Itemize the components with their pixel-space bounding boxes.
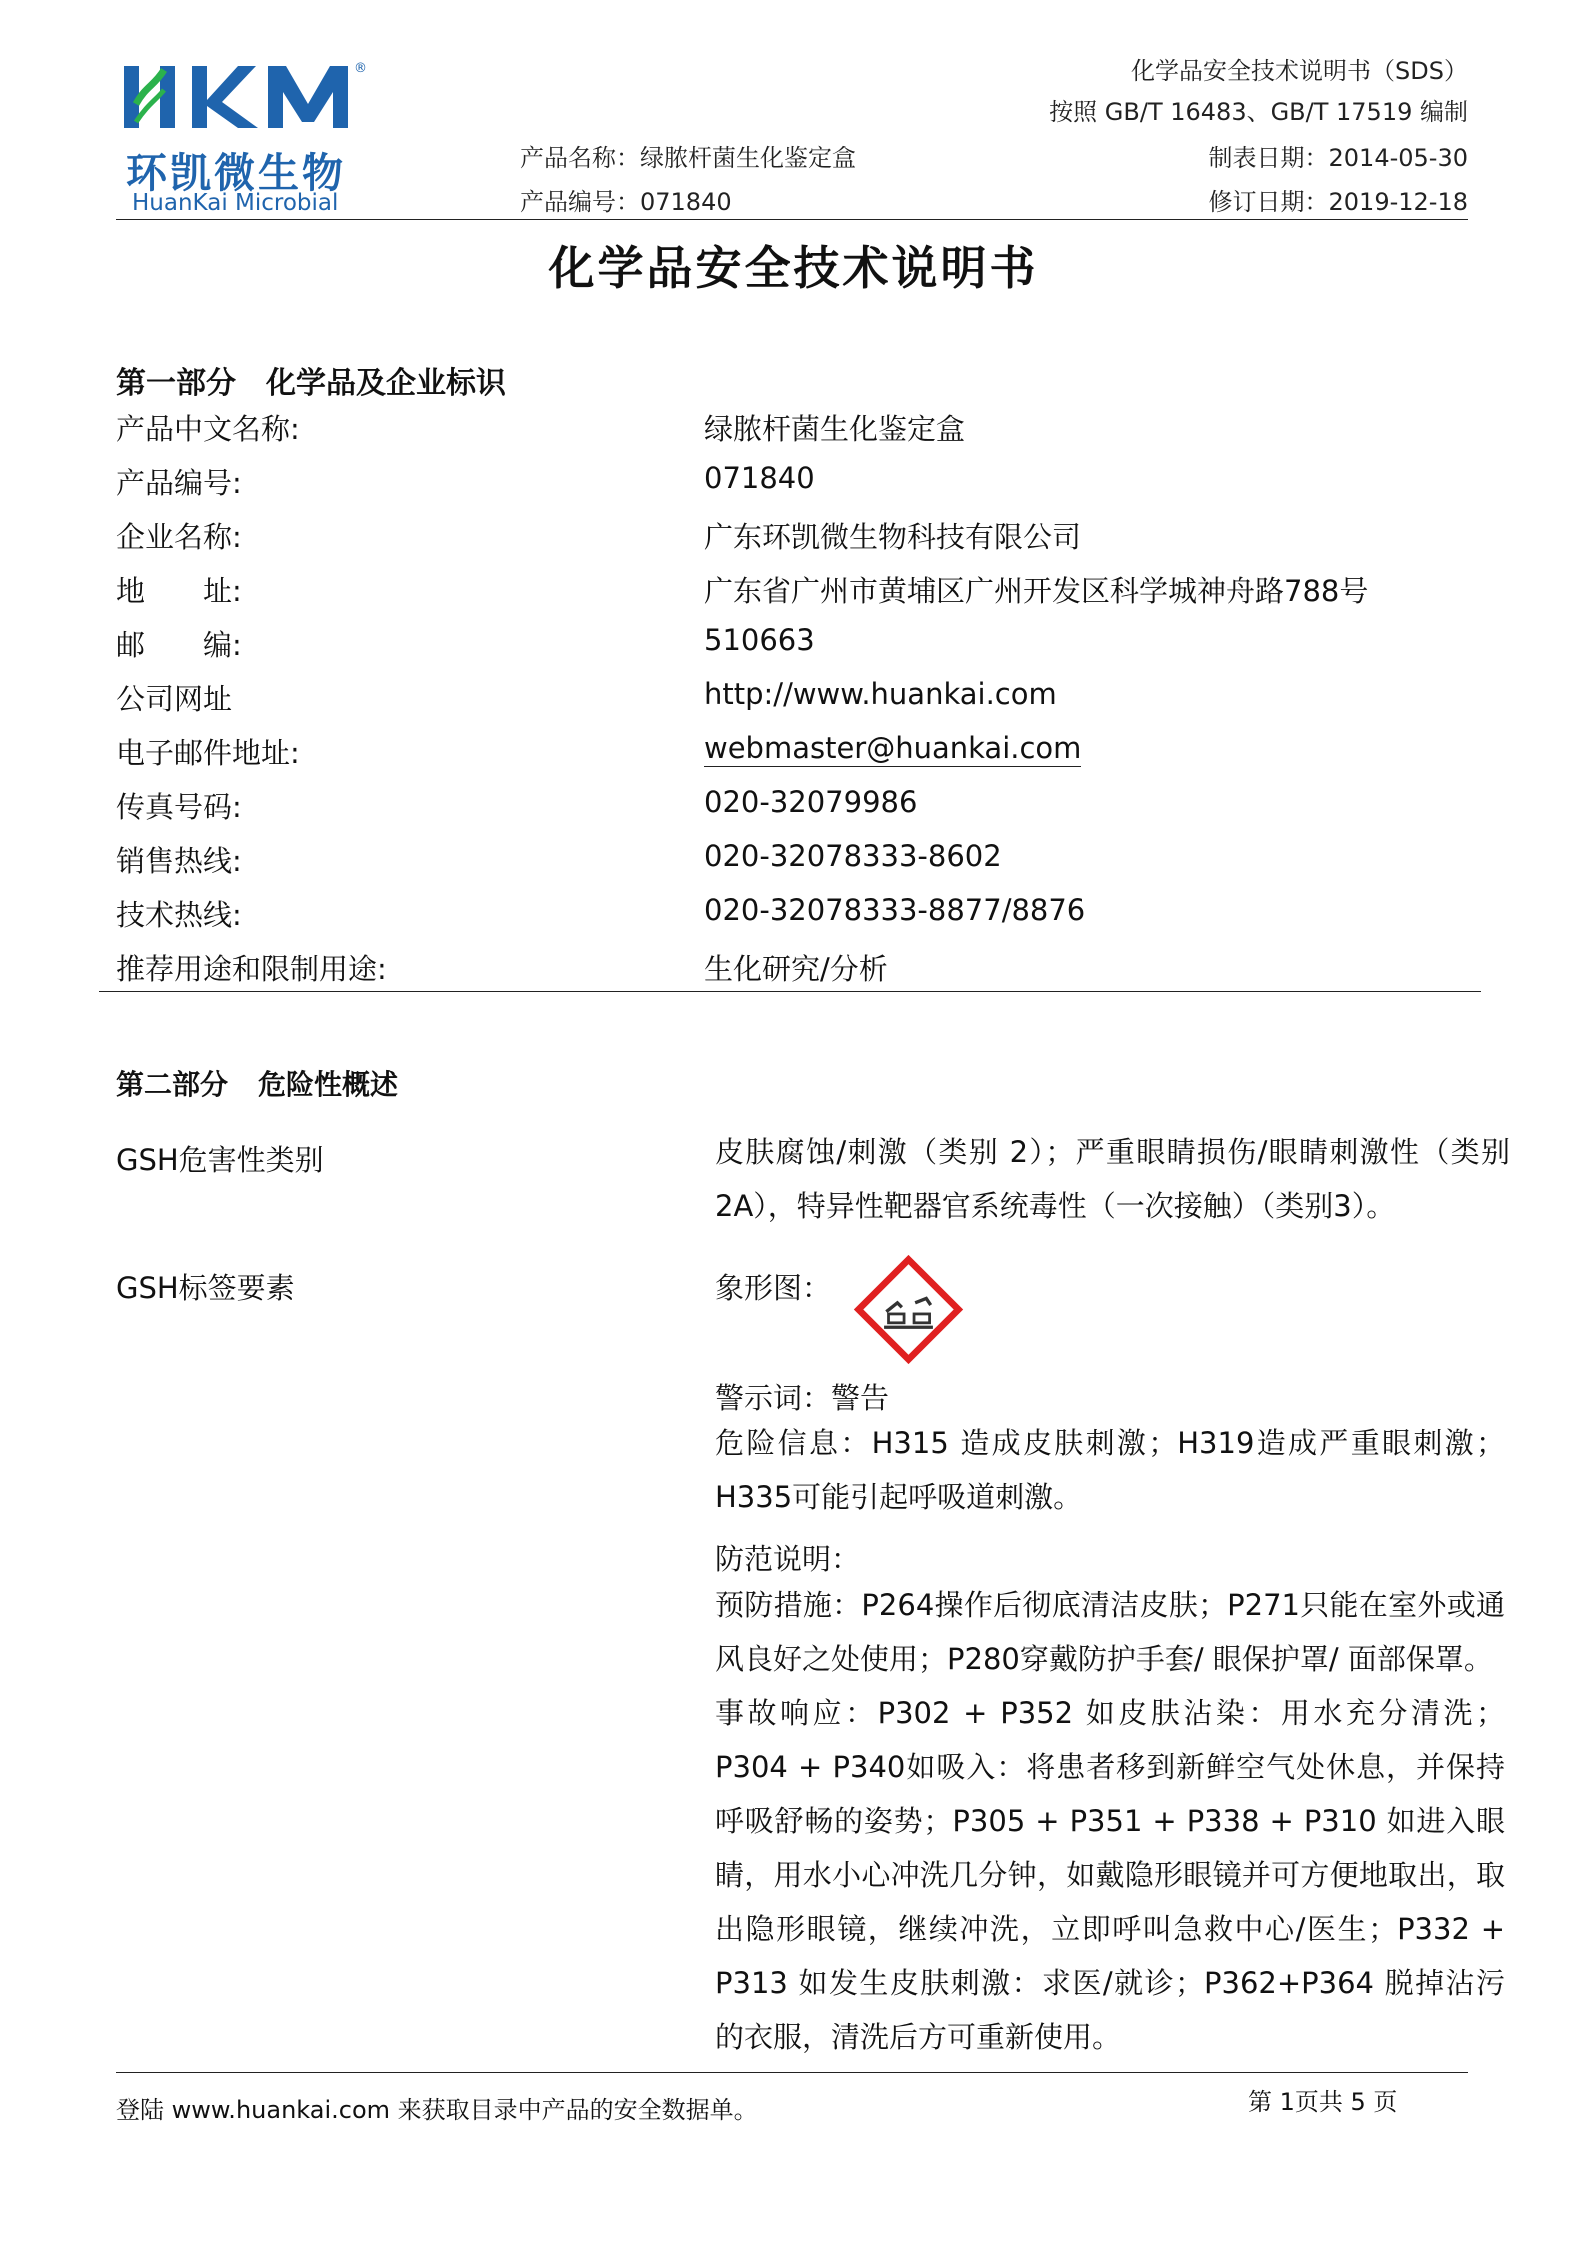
info-value: 020-32078333-8877/8876	[704, 893, 1086, 927]
prevention-text: 预防措施：P264操作后彻底清洁皮肤；P271只能在室外或通风良好之处使用；P280穿戴防护手套/ 眼保护罩/ 面部保罩。	[715, 1588, 1505, 1676]
info-label: 电子邮件地址:	[116, 736, 300, 770]
email-link[interactable]: webmaster@huankai.com	[704, 731, 1082, 765]
footer-divider	[116, 2072, 1468, 2073]
info-value: 510663	[704, 623, 815, 657]
info-label-part: 地	[116, 574, 146, 608]
info-row-email	[116, 731, 1480, 785]
info-value: 广东环凯微生物科技有限公司	[704, 520, 1082, 554]
info-label: 传真号码:	[116, 790, 242, 824]
ghs-class-label: GSH危害性类别	[116, 1143, 324, 1177]
info-label	[116, 623, 242, 664]
section2-number: 第二部分	[116, 1068, 229, 1101]
info-row-sales	[116, 839, 1480, 893]
info-label: 技术热线:	[116, 898, 242, 932]
info-value: 广东省广州市黄埔区广州开发区科学城神舟路788号	[704, 574, 1369, 608]
info-label: 产品中文名称:	[116, 412, 300, 446]
precaution-heading: 防范说明：	[715, 1542, 861, 1576]
pictogram-label: 象形图：	[715, 1271, 832, 1305]
ghs-label-elements-label: GSH标签要素	[116, 1271, 295, 1305]
info-label-part: 址:	[203, 574, 242, 608]
section1-divider	[99, 991, 1481, 992]
info-row-product-code	[116, 461, 1480, 515]
info-label	[116, 569, 242, 610]
info-row-address	[116, 569, 1480, 623]
info-value: 生化研究/分析	[704, 952, 888, 986]
section1-number: 第一部分	[116, 366, 236, 401]
logo-chinese-name: 环凯微生物	[126, 149, 346, 197]
website-link[interactable]: http://www.huankai.com	[704, 677, 1057, 711]
info-label: 企业名称:	[116, 520, 242, 554]
header-divider	[116, 219, 1468, 220]
section1-heading	[116, 358, 506, 402]
signal-word: 警示词：警告	[715, 1381, 890, 1415]
page-number: 第 1页共 5 页	[1248, 2088, 1398, 2116]
info-value: 绿脓杆菌生化鉴定盒	[704, 412, 966, 446]
info-value: 020-32078333-8602	[704, 839, 1002, 873]
section1-title: 化学品及企业标识	[266, 366, 506, 401]
response-text: 事故响应：P302 + P352 如皮肤沾染：用水充分清洗；P304 + P340如吸入：将患者移到新鲜空气处休息，并保持呼吸舒畅的姿势；P305 + P351 + P338 + P310 如进入眼睛，用水小心冲洗几分钟，如戴隐形眼镜并可方便地取出，取出隐形眼镜，继续冲洗，立即呼叫急救中心/医生；P332 + P313 如发生皮肤刺激：求医/就诊；P362+P364 脱掉沾污的衣服，清洗后方可重新使用。	[715, 1696, 1505, 2054]
header-product-code: 产品编号：071840	[520, 188, 732, 216]
section2-title: 危险性概述	[258, 1068, 399, 1101]
info-label: 销售热线:	[116, 844, 242, 878]
info-row-postcode	[116, 623, 1480, 677]
info-label-part: 编:	[203, 628, 242, 662]
info-row-website	[116, 677, 1480, 731]
info-value: 020-32079986	[704, 785, 918, 819]
info-label: 推荐用途和限制用途:	[116, 952, 387, 986]
header-revised-date: 修订日期：2019-12-18	[1208, 188, 1468, 216]
company-logo	[118, 56, 408, 216]
section2-heading	[116, 1063, 398, 1103]
info-row-product-name	[116, 407, 1480, 461]
info-row-company	[116, 515, 1480, 569]
header-doc-type: 化学品安全技术说明书（SDS）	[1131, 57, 1468, 85]
header-standard: 按照 GB/T 16483、GB/T 17519 编制	[1049, 98, 1468, 126]
info-row-usage	[116, 947, 1480, 1001]
hazard-info: 危险信息：H315 造成皮肤刺激；H319造成严重眼刺激；H335可能引起呼吸道刺激。	[715, 1426, 1505, 1514]
header-created-date: 制表日期：2014-05-30	[1208, 144, 1468, 172]
registered-mark: ®	[354, 61, 367, 76]
info-label-part: 邮	[116, 628, 146, 662]
footer-note: 登陆 www.huankai.com 来获取目录中产品的安全数据单。	[116, 2096, 758, 2124]
info-value: 071840	[704, 461, 815, 495]
info-row-tech	[116, 893, 1480, 947]
ghs-class-text: 皮肤腐蚀/刺激（类别 2）；严重眼睛损伤/眼睛刺激性（类别2A），特异性靶器官系统毒性（一次接触）（类别3）。	[715, 1135, 1510, 1223]
header-product-name: 产品名称：绿脓杆菌生化鉴定盒	[520, 144, 856, 172]
info-label: 公司网址	[116, 682, 233, 716]
hkm-logo-mark	[118, 56, 408, 136]
document-title: 化学品安全技术说明书	[548, 241, 1039, 295]
logo-english-name: HuanKai Microbial	[132, 190, 339, 216]
ghs-corrosion-icon	[853, 1254, 964, 1365]
info-label: 产品编号:	[116, 466, 242, 500]
info-row-fax	[116, 785, 1480, 839]
